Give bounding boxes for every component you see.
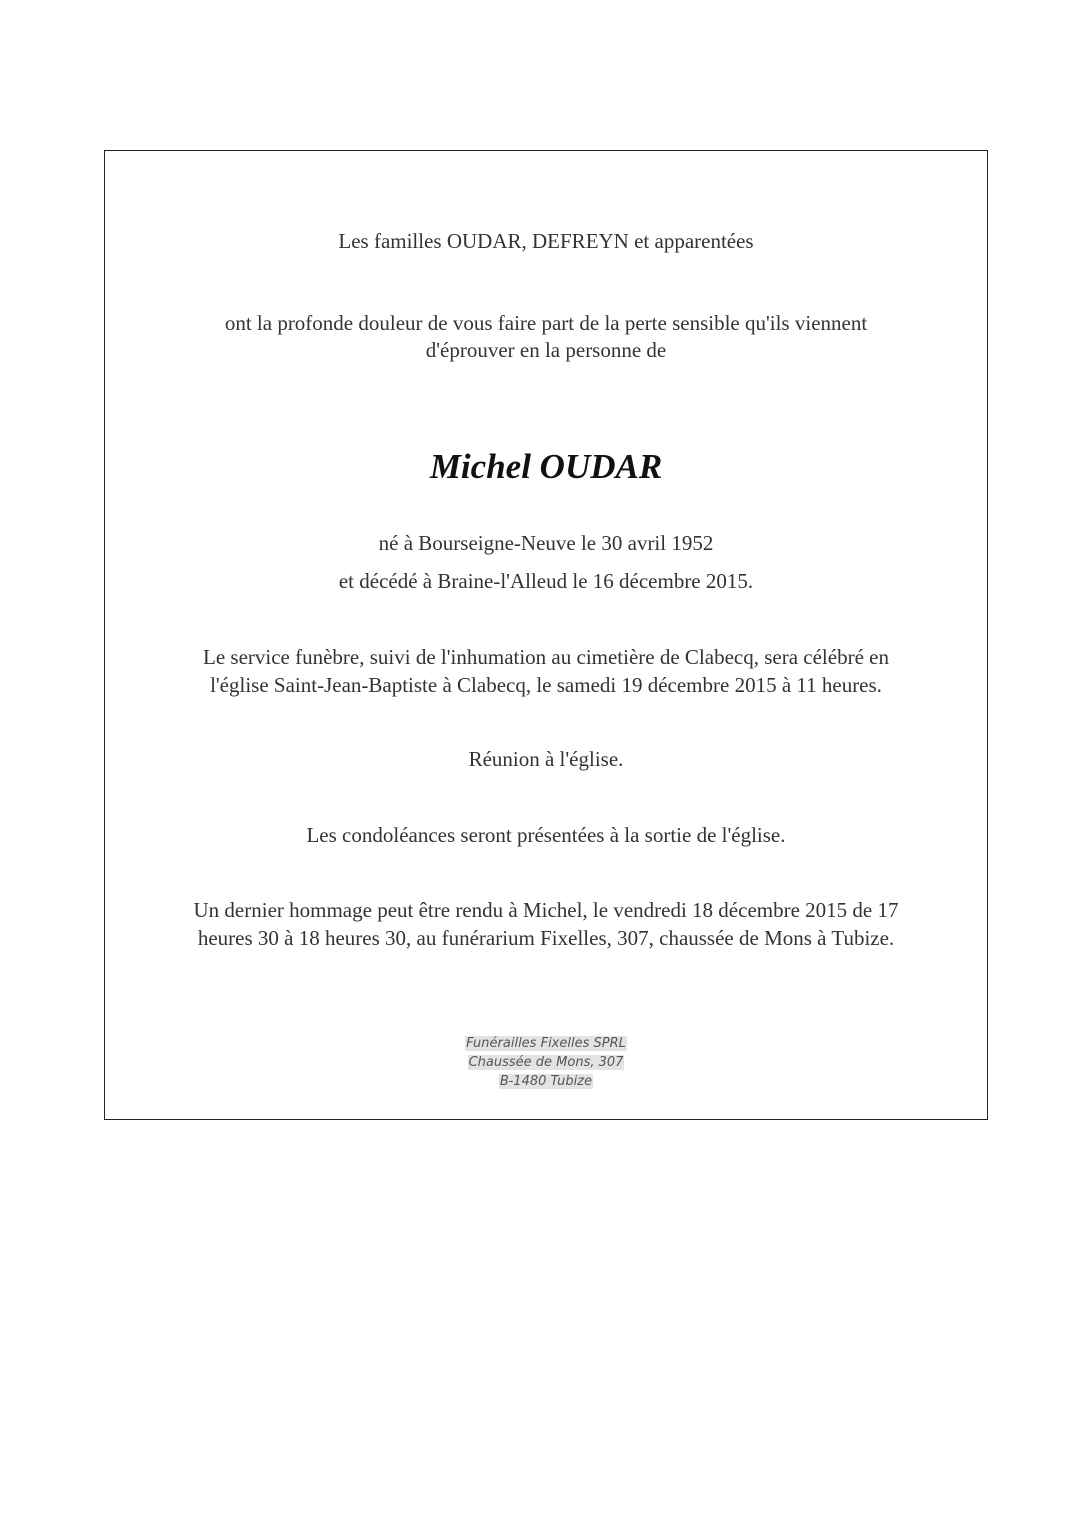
- funeral-home-name: Funérailles Fixelles SPRL: [466, 1036, 626, 1051]
- tribute-line-2: heures 30 à 18 heures 30, au funérarium Fixelles, 307, chaussée de Mons à Tubize.: [197, 926, 895, 950]
- service-line-1: Le service funèbre, suivi de l'inhumation au cimetière de Clabecq, sera célébré en: [203, 645, 889, 669]
- birth-line: né à Bourseigne-Neuve le 30 avril 1952: [378, 531, 714, 555]
- death-notice-frame: [104, 150, 988, 1120]
- condolences-line: Les condoléances seront présentées à la sortie de l'église.: [306, 823, 786, 847]
- death-line: et décédé à Braine-l'Alleud le 16 décembre 2015.: [338, 569, 754, 593]
- funeral-home-city: B-1480 Tubize: [499, 1074, 593, 1089]
- intro-line-1: ont la profonde douleur de vous faire part de la perte sensible qu'ils viennent: [224, 311, 868, 335]
- service-line-2: l'église Saint-Jean-Baptiste à Clabecq, le samedi 19 décembre 2015 à 11 heures.: [210, 673, 882, 697]
- meeting-line: Réunion à l'église.: [468, 747, 624, 771]
- deceased-name: Michel OUDAR: [429, 447, 663, 486]
- funeral-home-street: Chaussée de Mons, 307: [468, 1055, 624, 1070]
- tribute-line-1: Un dernier hommage peut être rendu à Michel, le vendredi 18 décembre 2015 de 17: [193, 898, 899, 922]
- intro-line-2: d'éprouver en la personne de: [425, 338, 667, 362]
- families-line: Les familles OUDAR, DEFREYN et apparentées: [338, 229, 754, 253]
- funeral-home-address: [105, 1034, 987, 1091]
